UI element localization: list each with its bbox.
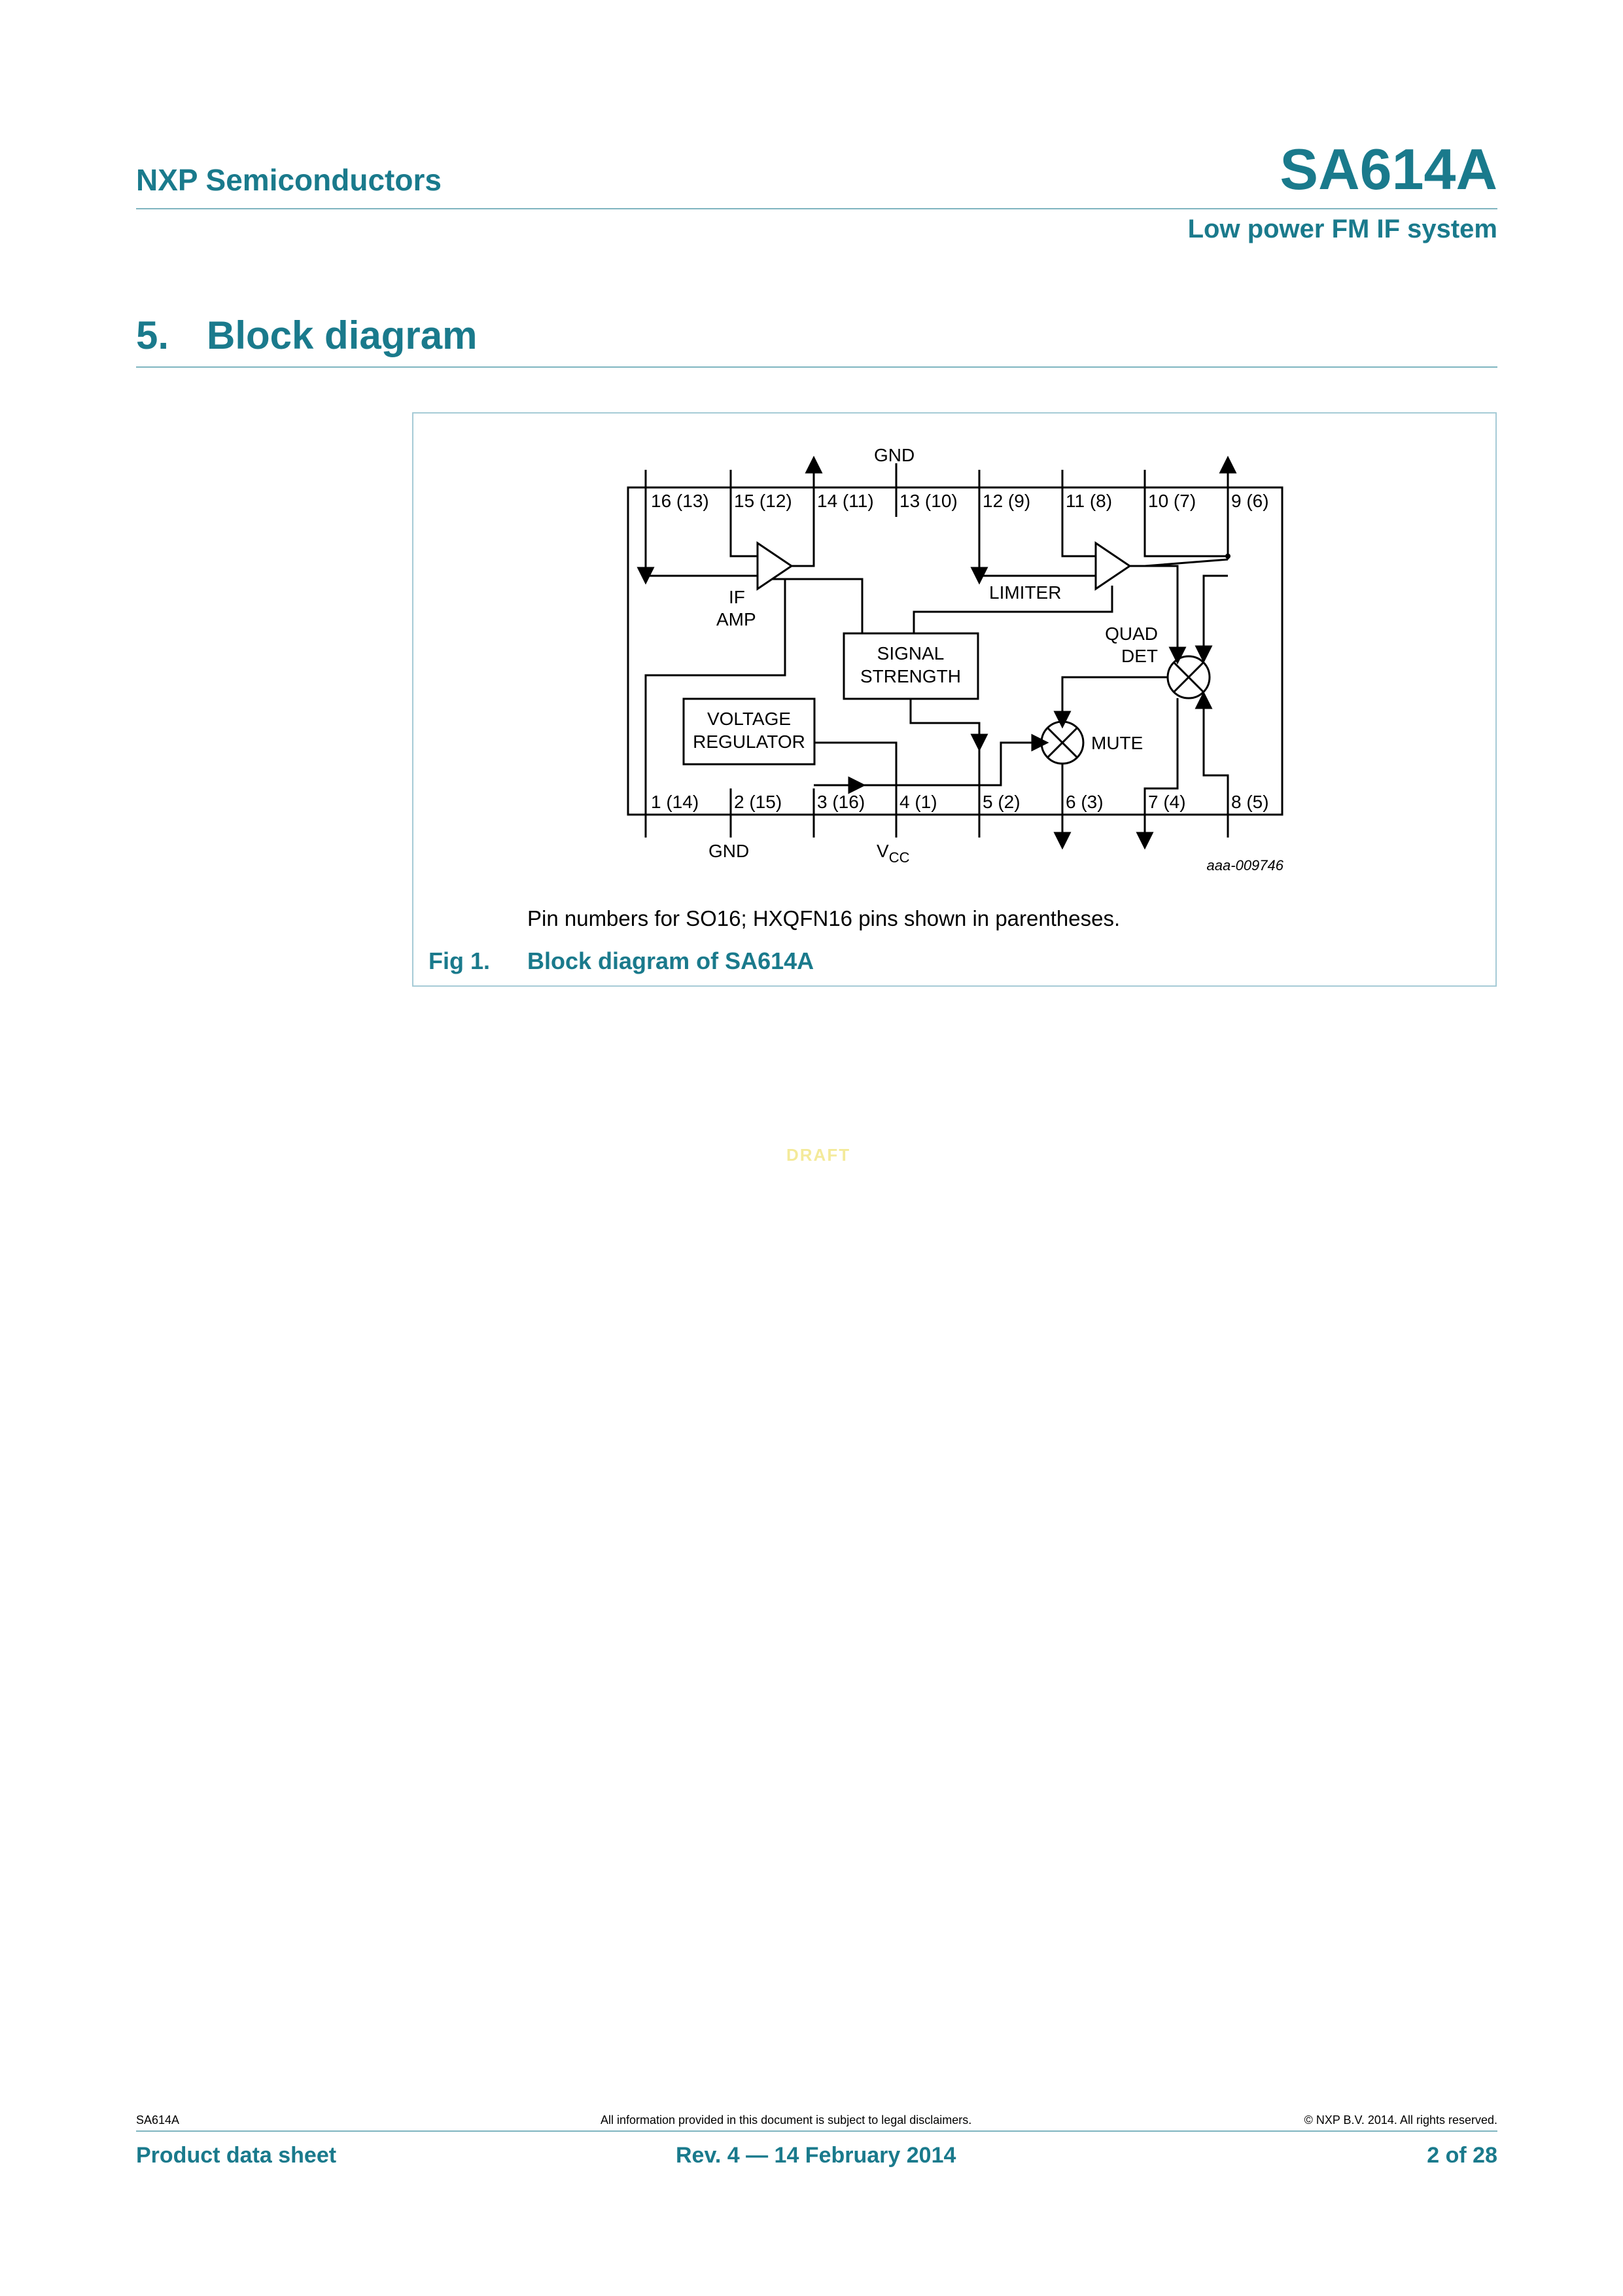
quad-det-label-1: QUAD (1105, 624, 1158, 644)
part-number: SA614A (1280, 137, 1497, 202)
quad-det-label-2: DET (1121, 646, 1158, 666)
figure-id: aaa-009746 (1206, 857, 1283, 874)
section-title: Block diagram (207, 313, 478, 357)
top-pin-12: 12 (9) (983, 491, 1031, 511)
bottom-pin-4: 4 (1) (899, 792, 937, 812)
bottom-pin-3: 3 (16) (817, 792, 865, 812)
footer-doc-type: Product data sheet (136, 2143, 337, 2168)
if-amp-label-1: IF (729, 587, 745, 607)
bottom-pin-8: 8 (5) (1231, 792, 1269, 812)
document-subtitle: Low power FM IF system (1187, 215, 1497, 243)
block-diagram (608, 435, 1302, 893)
section-heading (136, 313, 477, 358)
footer-page: 2 of 28 (1427, 2143, 1497, 2168)
top-pin-13: 13 (10) (899, 491, 958, 511)
if-amp-triangle (758, 543, 792, 589)
top-pin-11: 11 (8) (1066, 491, 1113, 511)
top-pin-15: 15 (12) (734, 491, 792, 511)
vcc-label-main: V (877, 841, 889, 861)
vcc-label (877, 841, 910, 866)
section-rule (136, 366, 1497, 368)
footer-revision: Rev. 4 — 14 February 2014 (676, 2143, 956, 2168)
bottom-pin-5: 5 (2) (983, 792, 1021, 812)
section-number: 5. (136, 313, 169, 357)
top-pin-16: 16 (13) (651, 491, 709, 511)
limiter-triangle (1096, 543, 1130, 589)
company-name: NXP Semiconductors (136, 163, 442, 197)
top-pin-9: 9 (6) (1231, 491, 1269, 511)
footer-rule (136, 2130, 1497, 2132)
bottom-pin-7: 7 (4) (1148, 792, 1186, 812)
mute-label: MUTE (1091, 733, 1143, 753)
figure-title: Block diagram of SA614A (527, 947, 814, 974)
signal-strength-label-1: SIGNAL (877, 643, 945, 663)
if-amp-label-2: AMP (716, 609, 756, 629)
bottom-pin-6: 6 (3) (1066, 792, 1104, 812)
voltage-regulator-label-2: REGULATOR (693, 732, 805, 752)
voltage-regulator-label-1: VOLTAGE (707, 709, 792, 729)
footer-copyright: © NXP B.V. 2014. All rights reserved. (1304, 2113, 1497, 2127)
signal-strength-label-2: STRENGTH (860, 666, 961, 686)
top-pin-14: 14 (11) (817, 491, 874, 511)
bottom-pin-2: 2 (15) (734, 792, 782, 812)
chip-outline (628, 487, 1282, 815)
top-gnd-label: GND (874, 445, 915, 465)
bottom-gnd-label: GND (708, 841, 750, 861)
footer-doc-id: SA614A (136, 2113, 180, 2127)
vcc-label-sub: CC (888, 849, 910, 866)
header-rule (136, 208, 1497, 209)
limiter-label: LIMITER (989, 582, 1062, 603)
bottom-pin-1: 1 (14) (651, 792, 699, 812)
footer-disclaimer: All information provided in this document is subject to legal disclaimers. (601, 2113, 972, 2127)
figure-label: Fig 1. (428, 947, 491, 974)
top-pin-10: 10 (7) (1148, 491, 1196, 511)
draft-watermark: DRAFT (786, 1145, 851, 1165)
figure-note: Pin numbers for SO16; HXQFN16 pins shown in parentheses. (527, 906, 1121, 930)
